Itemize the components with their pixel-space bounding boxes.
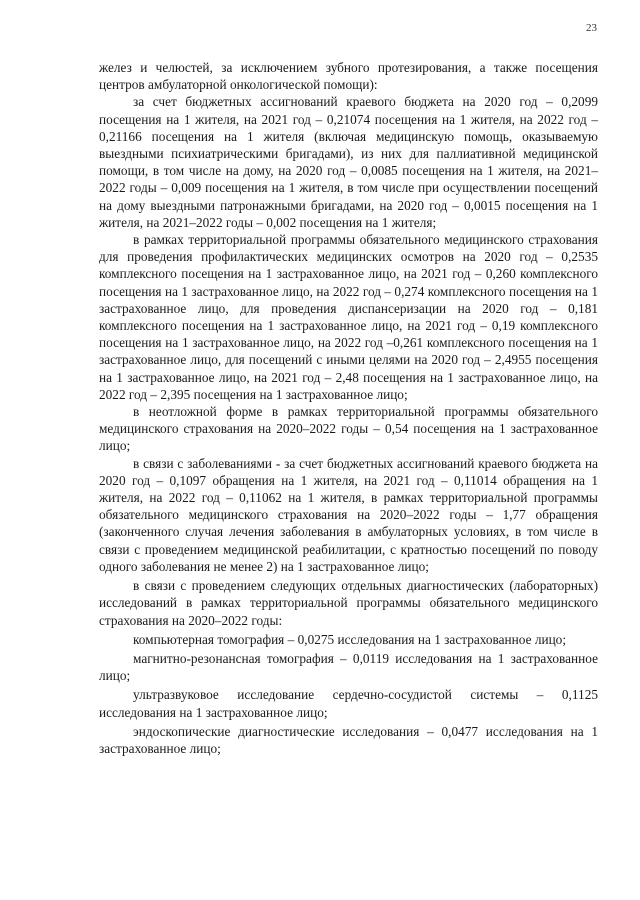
paragraph-continuation: желез и челюстей, за исключением зубного протезирования, а также посещения центров амбулаторной онкологической помощи): [99, 60, 598, 93]
page-number: 23 [586, 22, 597, 34]
list-item-ct: компьютерная томография – 0,0275 исследования на 1 застрахованное лицо; [133, 631, 567, 647]
list-item-ultrasound: ультразвуковое исследование сердечно-сосудистой системы – 0,1125 исследования на 1 застрахованное лицо; [99, 687, 598, 720]
paragraph-diagnostics: в связи с проведением следующих отдельных диагностических (лабораторных) исследований в рамках территориальной программы обязательного медицинского страхования на 2020–2022 годы: [99, 578, 598, 628]
paragraph-diseases: в связи с заболеваниями - за счет бюджетных ассигнований краевого бюджета на 2020 год – 0,1097 обращения на 1 жителя, на 2021 год – 0,11014 обращения на 1 жителя, на 2022 год – 0,11062 на 1 жителя, в рамках территориальной программы обязательного медицинского страхования на 2020–2022 годы – 1,77 обращения (законченного случая лечения заболевания в амбулаторных условиях, в том числе в связи с проведением медицинской реабилитации, с кратностью посещений по поводу одного заболевания не менее 2) на 1 застрахованное лицо; [99, 455, 598, 574]
paragraph-regional-budget: за счет бюджетных ассигнований краевого бюджета на 2020 год – 0,2099 посещения на 1 жителя, на 2021 год – 0,21074 посещения на 1 жителя, на 2022 год – 0,21166 посещения на 1 жителя (включая медицинскую помощь, оказываемую выездными психиатрическими бригадами), из них для паллиативной медицинской помощи, в том числе на дому, на 2020 год – 0,0085 посещения на 1 жителя, на 2021–2022 годы – 0,009 посещения на 1 жителя, в том числе при осуществлении посещений на дому выездными патронажными бригадами, на 2020 год – 0,0015 посещения на 1 жителя, на 2021–2022 годы – 0,002 посещения на 1 жителя; [99, 94, 598, 230]
list-item-mri: магнитно-резонансная томография – 0,0119 исследования на 1 застрахованное лицо; [99, 650, 598, 684]
document-body [99, 59, 598, 757]
paragraph-preventive-exams: в рамках территориальной программы обязательного медицинского страхования для проведения профилактических медицинских осмотров на 2020 год – 0,2535 комплексного посещения на 1 застрахованное лицо, на 2021 год – 0,260 комплексного посещения на 1 застрахованное лицо, на 2022 год – 0,274 комплексного посещения на 1 застрахованное лицо, для проведения диспансеризации на 2020 год – 0,181 комплексного посещения на 1 застрахованное лицо, на 2021 год – 0,19 комплексного посещения на 1 застрахованное лицо, на 2022 год –0,261 комплексного посещения на 1 застрахованное лицо, для посещений с иными целями на 2020 год – 2,4955 посещения на 1 застрахованное лицо, на 2021 год – 2,48 посещения на 1 застрахованное лицо, на 2022 год – 2,395 посещения на 1 застрахованное лицо; [99, 232, 598, 402]
paragraph-urgent-care: в неотложной форме в рамках территориальной программы обязательного медицинского страхования на 2020–2022 годы – 0,54 посещения на 1 застрахованное лицо; [99, 404, 598, 454]
list-item-endoscopy: эндоскопические диагностические исследования – 0,0477 исследования на 1 застрахованное лицо; [99, 723, 598, 756]
